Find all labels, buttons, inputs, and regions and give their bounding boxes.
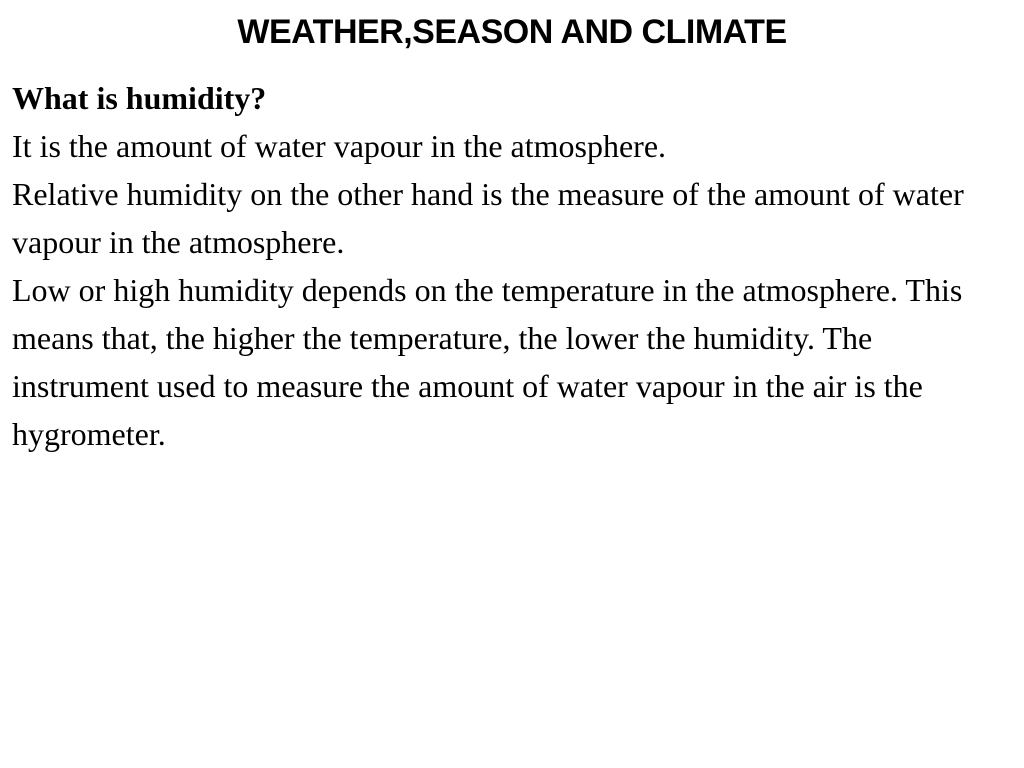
- body-paragraph-definition: It is the amount of water vapour in the atmosphere.: [12, 128, 667, 164]
- body-paragraph-temperature: Low or high humidity depends on the temperature in the atmosphere. This means that, the higher the temperature, the lower the humidity. The instrument used to measure the amount of water vapour in the air is the hygrometer.: [12, 272, 963, 452]
- question-heading: What is humidity?: [12, 80, 267, 116]
- body-paragraph-relative-humidity: Relative humidity on the other hand is the measure of the amount of water vapour in the atmosphere.: [12, 176, 964, 260]
- slide-body: [12, 74, 1002, 458]
- slide-title: WEATHER,SEASON AND CLIMATE: [237, 13, 787, 51]
